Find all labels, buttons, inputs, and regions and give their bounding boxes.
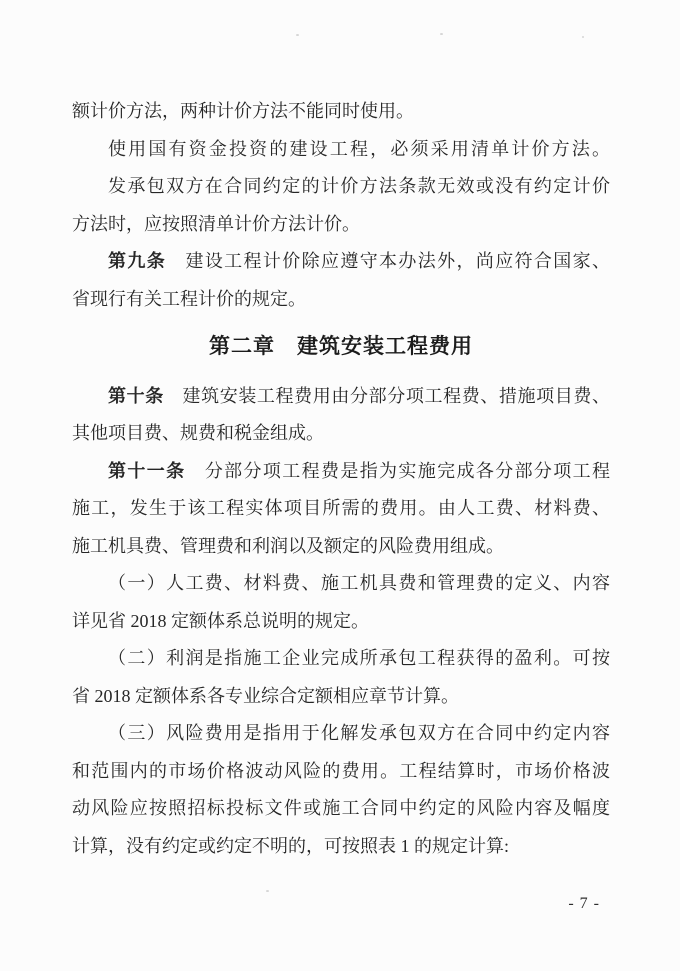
text-line — [72, 168, 610, 206]
article-number: 第九条 — [108, 251, 167, 271]
text-line — [72, 528, 610, 566]
text-segment: （一）人工费、材料费、施工机具费和管理费的定义、内容 — [108, 573, 610, 593]
scan-speck — [582, 36, 584, 38]
text-line — [72, 490, 610, 528]
text-segment: 和范围内的市场价格波动风险的费用。工程结算时，市场价格波 — [72, 760, 610, 781]
text-line — [72, 828, 610, 866]
text-segment: 计算，没有约定或约定不明的，可按照表 1 的规定计算: — [72, 835, 509, 856]
text-line — [72, 453, 610, 491]
text-line — [72, 678, 610, 716]
page-number: - 7 - — [568, 895, 600, 912]
text-segment: 发承包双方在合同约定的计价方法条款无效或没有约定计价 — [108, 176, 610, 196]
text-line — [72, 565, 610, 603]
text-segment: 动风险应按照招标投标文件或施工合同中约定的风险内容及幅度 — [72, 798, 610, 818]
text-segment: （二）利润是指施工企业完成所承包工程获得的盈利。可按 — [108, 648, 610, 668]
text-line — [72, 715, 610, 753]
article-number: 第十一条 — [108, 460, 186, 481]
article-number: 第十条 — [108, 385, 164, 406]
text-segment: 其他项目费、规费和税金组成。 — [72, 423, 324, 443]
text-line — [72, 640, 610, 678]
scan-speck — [266, 890, 269, 892]
text-segment: 分部分项工程费是指为实施完成各分部分项工程 — [185, 460, 611, 481]
text-line — [72, 603, 610, 641]
scan-speck — [440, 33, 443, 35]
text-segment: 施工，发生于该工程实体项目所需的费用。由人工费、材料费、 — [72, 498, 610, 518]
text-line — [72, 206, 610, 244]
text-line — [72, 281, 610, 319]
scan-speck — [296, 34, 299, 36]
chapter-heading: 第二章 建筑安装工程费用 — [209, 335, 473, 358]
text-segment: 详见省 2018 定额体系总说明的规定。 — [72, 610, 369, 631]
text-segment: 方法时，应按照清单计价方法计价。 — [72, 213, 360, 234]
text-segment: 省 2018 定额体系各专业综合定额相应章节计算。 — [72, 685, 459, 706]
text-line — [72, 415, 610, 453]
text-segment: 省现行有关工程计价的规定。 — [72, 288, 306, 309]
text-line — [72, 790, 610, 828]
text-line — [72, 378, 610, 416]
text-segment: （三）风险费用是指用于化解发承包双方在合同中约定内容 — [108, 723, 610, 743]
text-segment: 建筑安装工程费用由分部分项工程费、措施项目费、 — [163, 385, 611, 406]
text-segment: 施工机具费、管理费和利润以及额定的风险费用组成。 — [72, 535, 504, 556]
text-line — [72, 93, 610, 131]
text-segment: 额计价方法，两种计价方法不能同时使用。 — [72, 101, 414, 121]
text-line — [72, 243, 610, 281]
text-segment: 使用国有资金投资的建设工程，必须采用清单计价方法。 — [108, 138, 610, 159]
text-line — [72, 131, 610, 169]
text-segment: 建设工程计价除应遵守本办法外，尚应符合国家、 — [166, 251, 611, 271]
text-line — [72, 753, 610, 791]
document-body — [72, 93, 610, 865]
